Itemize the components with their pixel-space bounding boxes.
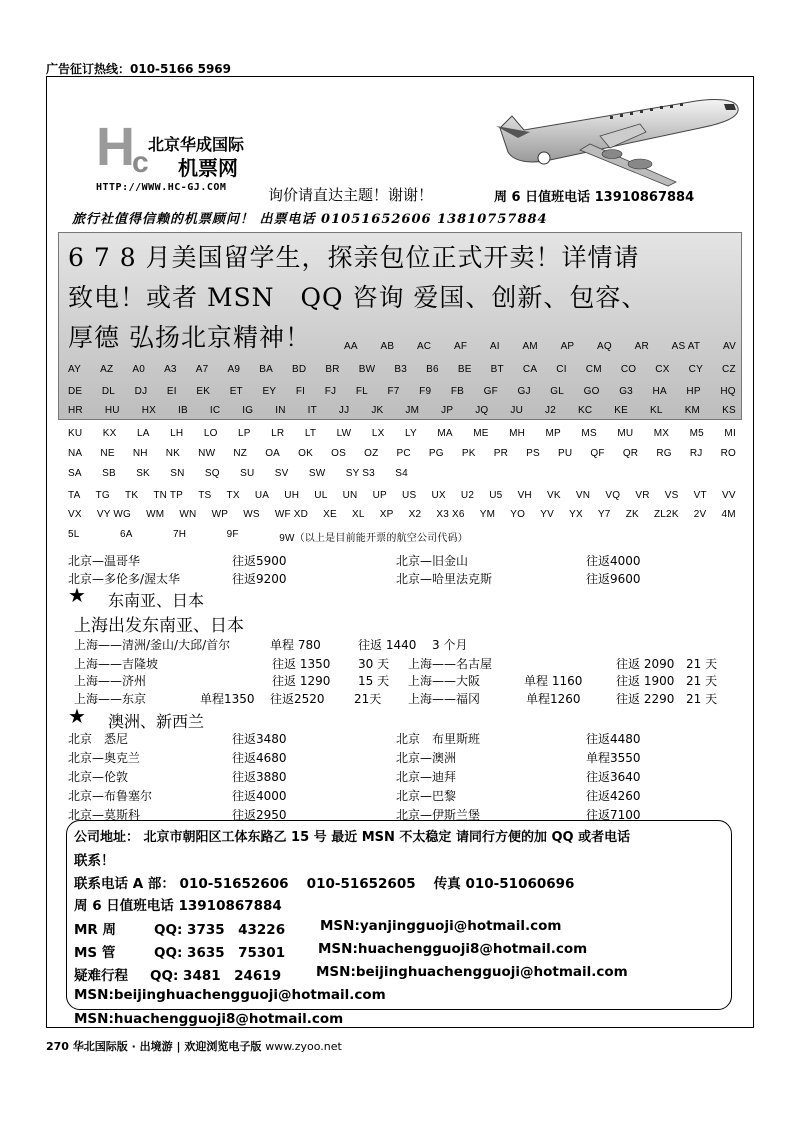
airline-code: 6A [119, 529, 133, 540]
route-row: 北京—布鲁塞尔 往返4000 北京—巴黎 往返4260 [68, 789, 641, 803]
airline-code: WM [146, 509, 165, 520]
airline-code-row [68, 529, 468, 544]
airline-code: CO [620, 364, 637, 375]
page-number: 270 [46, 1040, 69, 1053]
airline-code: VY WG [96, 509, 132, 520]
airline-code: MU [617, 428, 634, 439]
airline-code: M5 [689, 428, 704, 439]
airline-code: MP [545, 428, 561, 439]
airline-code: KC [578, 405, 593, 416]
airline-code: ME [473, 428, 489, 439]
airline-code: PS [526, 448, 540, 459]
route-row: 北京—温哥华 往返5900 北京—旧金山 往返4000 [68, 554, 641, 568]
airline-code: XP [379, 509, 394, 520]
section-title-oceania: 澳洲、新西兰 [108, 712, 205, 731]
airline-code: AP [560, 341, 575, 352]
airline-code: UP [372, 490, 387, 501]
airline-code: VV [721, 490, 736, 501]
airline-code: KL [650, 405, 663, 416]
airline-code: EI [166, 386, 177, 397]
airline-code: 9W（以上是目前能开票的航空公司代码） [279, 533, 468, 544]
airline-code: U2 [460, 490, 475, 501]
airline-code-row [344, 341, 736, 352]
route-row: 北京—伦敦 往返3880 北京—迪拜 往返3640 [68, 770, 641, 784]
airline-code: EK [196, 386, 211, 397]
section-title-shanghai: 上海出发东南亚、日本 [74, 616, 244, 636]
weekend-duty-phone: 周 6 日值班电话 13910867884 [74, 898, 282, 914]
airline-code-row [68, 448, 736, 459]
airline-code: SW [308, 468, 326, 479]
msn-contact: MSN:beijinghuachengguoji@hotmail.com [74, 987, 386, 1003]
oceania-routes [68, 730, 748, 825]
airline-code: MX [653, 428, 670, 439]
contact-person-row: 疑难行程 QQ: 3481 24619 MSN:beijinghuachengguoji@hotmail.com [74, 964, 628, 984]
airline-code: LT [304, 428, 317, 439]
airline-code: IG [242, 405, 254, 416]
airline-code: SK [136, 468, 150, 479]
airline-code: MS [581, 428, 597, 439]
airline-code: RJ [689, 448, 703, 459]
airline-code: U5 [489, 490, 503, 501]
airline-code: DE [68, 386, 83, 397]
airline-code: LW [336, 428, 352, 439]
airline-code: YX [569, 509, 583, 520]
airline-code: HQ [720, 386, 736, 397]
airline-code: KS [722, 405, 736, 416]
airline-code: HA [652, 386, 667, 397]
star-icon: ★ [68, 704, 86, 728]
airline-code: B3 [394, 364, 408, 375]
airline-code: WS [243, 509, 260, 520]
airline-code: CX [655, 364, 670, 375]
airline-code: CZ [722, 364, 736, 375]
airline-code: LO [203, 428, 218, 439]
airline-code: HR [68, 405, 83, 416]
contact-phone: 联系电话 A 部： 010-51652606 010-51652605 传真 010-51060696 [74, 876, 575, 892]
company-address: 公司地址： 北京市朝阳区工体东路乙 15 号 最近 MSN 不太稳定 请同行方便的加 QQ 或者电话 [74, 830, 631, 845]
airline-code: SU [240, 468, 255, 479]
airline-code-row [68, 468, 408, 479]
airline-code-row [68, 509, 736, 520]
airline-code: GJ [517, 386, 531, 397]
airline-code: ZK [625, 509, 639, 520]
airline-code: IC [209, 405, 221, 416]
airline-code: JK [371, 405, 384, 416]
airline-code: GF [483, 386, 498, 397]
star-icon: ★ [68, 583, 86, 607]
company-address-continued: 联系！ [74, 853, 115, 869]
airline-code: US [402, 490, 417, 501]
airplane-image [490, 86, 740, 196]
airline-code: VS [664, 490, 679, 501]
airline-code: SA [68, 468, 82, 479]
airline-code: PG [428, 448, 444, 459]
airline-code: OS [331, 448, 346, 459]
airline-code: JP [441, 405, 454, 416]
airline-code: FJ [324, 386, 337, 397]
airline-code: X2 [408, 509, 422, 520]
airline-code: LA [137, 428, 150, 439]
route-row: 北京 悉尼 往返3480 北京 布里斯班 往返4480 [68, 732, 641, 746]
airline-code: KU [68, 428, 83, 439]
route-row: 上海——清洲/釜山/大邱/首尔 单程 780 往返 1440 3 个月 [74, 638, 468, 652]
airline-code: DJ [134, 386, 148, 397]
airline-code: VQ [605, 490, 621, 501]
airline-code: DL [101, 386, 116, 397]
airline-code: VX [68, 509, 82, 520]
airline-code: BE [457, 364, 472, 375]
airline-code: AA [344, 341, 358, 352]
route-row: 上海——东京 单程1350 往返2520 21天 上海——福冈 单程1260 往返 2290 21 天 [74, 692, 718, 706]
airline-code: JQ [475, 405, 489, 416]
airline-code: LX [371, 428, 385, 439]
airline-code: FI [295, 386, 306, 397]
airline-code: LH [170, 428, 184, 439]
section-title-southeast-asia: 东南亚、日本 [108, 591, 205, 610]
route-row: 北京—多伦多/渥太华 往返9200 北京—哈里法克斯 往返9600 [68, 572, 641, 586]
airline-code: NE [100, 448, 115, 459]
airline-code: TX [226, 490, 240, 501]
footer-url[interactable]: www.zyoo.net [265, 1040, 342, 1053]
airline-code: VR [635, 490, 650, 501]
airline-code: J2 [545, 405, 556, 416]
airline-code: SV [274, 468, 289, 479]
airline-code: HU [104, 405, 120, 416]
airline-code: YV [540, 509, 554, 520]
airline-code: VT [693, 490, 707, 501]
airline-code: RO [720, 448, 736, 459]
airline-code: CM [585, 364, 602, 375]
inquiry-note: 询价请直达主题！谢谢！ [268, 186, 434, 204]
airline-code: OK [298, 448, 314, 459]
airline-code: PC [396, 448, 411, 459]
airline-code: NW [198, 448, 216, 459]
airline-code: A9 [227, 364, 241, 375]
airline-code: G3 [619, 386, 633, 397]
logo-ticket-text: 机票网 [178, 156, 238, 180]
airline-code: VN [575, 490, 591, 501]
airline-code: XE [323, 509, 337, 520]
airline-code: BT [490, 364, 504, 375]
airline-code: AV [722, 341, 736, 352]
airline-code-row [68, 364, 736, 375]
contact-person-row: MR 周 QQ: 3735 43226 MSN:yanjingguoji@hotmail.com [74, 918, 562, 938]
airline-code: GL [550, 386, 565, 397]
airline-code: JU [510, 405, 524, 416]
airline-code: YO [510, 509, 526, 520]
airline-code: HX [141, 405, 156, 416]
airline-code: IN [275, 405, 286, 416]
airline-code: WF XD [274, 509, 309, 520]
airline-code: AC [416, 341, 432, 352]
logo-company-name: 北京华成国际 [148, 135, 245, 154]
airline-code: UA [254, 490, 270, 501]
airline-code: RG [656, 448, 672, 459]
airline-code: Y7 [597, 509, 611, 520]
route-row: 北京—奥克兰 往返4680 北京—澳洲 单程3550 [68, 751, 641, 765]
route-row: 上海——吉隆坡 往返 1350 30 天 上海——名古屋 往返 2090 21 天 [74, 657, 718, 671]
airline-code: MH [509, 428, 526, 439]
airline-code-row [68, 386, 736, 397]
airline-code: PR [493, 448, 509, 459]
route-row: 北京—莫斯科 往返2950 北京—伊斯兰堡 往返7100 [68, 808, 641, 822]
airline-code: NA [68, 448, 83, 459]
promo-line-3: 厚德 弘扬北京精神！ [68, 323, 311, 352]
airline-code: PK [461, 448, 476, 459]
airline-code: F7 [387, 386, 400, 397]
footer-separator: | [176, 1040, 181, 1053]
airline-code: TS [198, 490, 212, 501]
airline-code: AS AT [671, 341, 701, 352]
airline-code: YM [479, 509, 496, 520]
airline-code: B6 [426, 364, 439, 375]
airline-code: JJ [338, 405, 350, 416]
airline-code: AF [453, 341, 468, 352]
airline-code: A7 [195, 364, 209, 375]
airline-code: GO [583, 386, 600, 397]
airline-code: AM [522, 341, 538, 352]
airline-code: KM [684, 405, 701, 416]
airline-code: OA [265, 448, 281, 459]
airline-code: TK [125, 490, 139, 501]
airline-code: VK [547, 490, 561, 501]
airline-code: FL [355, 386, 368, 397]
airline-code: UX [431, 490, 446, 501]
airline-code: WP [211, 509, 229, 520]
logo-letter-h: H [96, 117, 135, 177]
airline-code: AZ [100, 364, 114, 375]
airline-code: SN [170, 468, 185, 479]
logo-letter-c: c [132, 146, 149, 179]
weekend-phone: 周 6 日值班电话 13910867884 [494, 190, 695, 205]
airline-code: AR [634, 341, 649, 352]
airline-code: SY S3 [345, 468, 375, 479]
contact-person-row: MS 管 QQ: 3635 75301 MSN:huachengguoji8@hotmail.com [74, 941, 588, 961]
ad-hotline: 广告征订热线：010-5166 5969 [46, 62, 232, 76]
airline-code: MI [724, 428, 736, 439]
airline-code-row [68, 490, 736, 501]
airline-code: TA [68, 490, 81, 501]
airline-code: UH [284, 490, 300, 501]
airline-code: UL [314, 490, 328, 501]
airline-code: QF [590, 448, 605, 459]
airline-code: VH [517, 490, 532, 501]
airline-code: CA [522, 364, 538, 375]
airline-code: AQ [597, 341, 612, 352]
publication-title: 华北国际版 · 出境游 [72, 1040, 173, 1053]
airline-code: UN [342, 490, 358, 501]
promo-line-1: 6 7 8 月美国留学生，探亲包位正式开卖！详情请 [68, 243, 640, 272]
msn-contact: MSN:huachengguoji8@hotmail.com [74, 1011, 344, 1027]
footer-welcome: 欢迎浏览电子版 [184, 1040, 262, 1053]
slogan: 旅行社值得信赖的机票顾问！ 出票电话 01051652606 13810757884 [72, 212, 548, 227]
airline-code: ZL2K [653, 509, 679, 520]
airline-code: KX [102, 428, 117, 439]
airline-code: BW [358, 364, 376, 375]
airline-code: AY [68, 364, 81, 375]
route-row: 上海——济州 往返 1290 15 天 上海——大阪 单程 1160 往返 1900 21 天 [74, 674, 718, 688]
airline-code: BA [259, 364, 273, 375]
airline-code: SB [102, 468, 116, 479]
airline-code: 7H [173, 529, 187, 540]
airline-code: HP [686, 386, 701, 397]
airline-code: WN [179, 509, 197, 520]
airline-code: MA [437, 428, 453, 439]
airline-code: LY [404, 428, 417, 439]
airline-code: CY [688, 364, 703, 375]
airline-code: BR [325, 364, 340, 375]
airline-code: S4 [395, 468, 408, 479]
airline-code: AB [380, 341, 395, 352]
airline-code: LP [238, 428, 251, 439]
airline-code: OZ [364, 448, 379, 459]
airline-code: JM [405, 405, 420, 416]
airline-code: TG [95, 490, 110, 501]
airline-code-row [68, 428, 736, 439]
airline-code: XL [352, 509, 365, 520]
airline-code: TN TP [153, 490, 184, 501]
airline-code: NH [132, 448, 148, 459]
airline-code: CI [556, 364, 567, 375]
airline-code: PU [558, 448, 573, 459]
airline-code: F9 [419, 386, 432, 397]
promo-line-2: 致电！或者 MSN QQ 咨询 爱国、创新、包容、 [68, 283, 648, 312]
airline-code: NZ [233, 448, 248, 459]
airline-code: IB [177, 405, 188, 416]
airline-code: QR [622, 448, 639, 459]
airline-code: FB [450, 386, 465, 397]
airline-code: LR [271, 428, 285, 439]
airline-code: A0 [132, 364, 145, 375]
airline-code: AI [489, 341, 500, 352]
airline-code: BD [292, 364, 307, 375]
page-footer [46, 1038, 342, 1054]
airline-code: SQ [204, 468, 220, 479]
airline-code: EY [262, 386, 277, 397]
airline-code: X3 X6 [436, 509, 465, 520]
airline-code: NK [165, 448, 181, 459]
airline-code: 4M [721, 509, 736, 520]
logo-url: HTTP://WWW.HC-GJ.COM [96, 182, 227, 193]
airline-code: A3 [164, 364, 177, 375]
airline-code-row [68, 405, 736, 416]
airline-code: KE [614, 405, 629, 416]
airline-code: 2V [693, 509, 707, 520]
airline-code: 5L [68, 529, 80, 540]
airline-code: IT [307, 405, 317, 416]
airline-code: 9F [226, 529, 239, 540]
airline-code: ET [229, 386, 243, 397]
